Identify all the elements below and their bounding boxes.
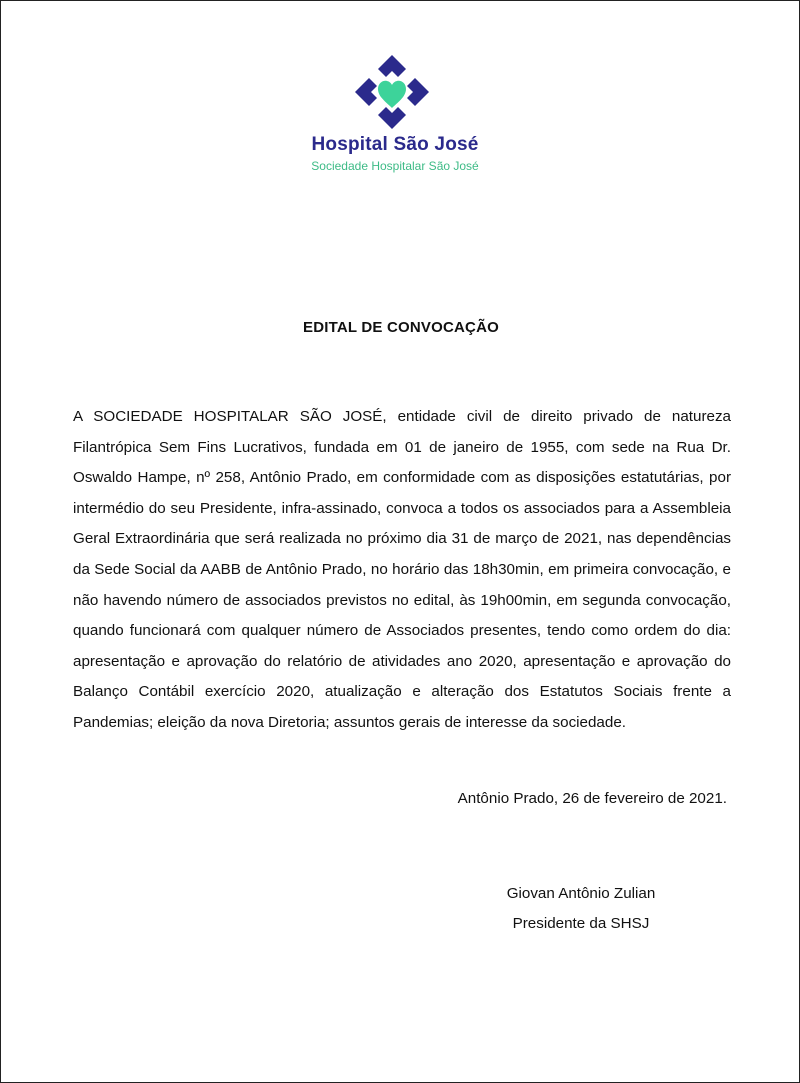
date-line: Antônio Prado, 26 de fevereiro de 2021. bbox=[457, 790, 727, 807]
document-body: A SOCIEDADE HOSPITALAR SÃO JOSÉ, entidade civil de direito privado de natureza Filantrópica Sem Fins Lucrativos, fundada em 01 de janeiro de 1955, com sede na Rua Dr. Oswaldo Hampe, nº 258, Antônio Prado, em conformidade com as disposições estatutárias, por intermédio do seu Presidente, infra-assinado, convoca a todos os associados para a Assembleia Geral Extraordinária que será realizada no próximo dia 31 de março de 2021, nas dependências da Sede Social da AABB de Antônio Prado, no horário das 18h30min, em primeira convocação, e não havendo número de associados previstos no edital, às 19h00min, em segunda convocação, quando funcionará com qualquer número de Associados presentes, tendo como ordem do dia: apresentação e aprovação do relatório de atividades ano 2020, apresentação e aprovação do Balanço Contábil exercício 2020, atualização e alteração dos Estatutos Sociais frente a Pandemias; eleição da nova Diretoria; assuntos gerais de interesse da sociedade. bbox=[73, 408, 731, 731]
document-title: EDITAL DE CONVOCAÇÃO bbox=[303, 319, 499, 336]
brand-name: Hospital São José bbox=[311, 134, 479, 155]
brand-subtitle: Sociedade Hospitalar São José bbox=[311, 159, 479, 173]
signature-block bbox=[481, 879, 681, 939]
signer-name: Giovan Antônio Zulian bbox=[506, 885, 656, 902]
signer-role: Presidente da SHSJ bbox=[512, 915, 650, 932]
cross-heart-logo-icon bbox=[353, 53, 431, 131]
header-logo bbox=[1, 51, 800, 181]
